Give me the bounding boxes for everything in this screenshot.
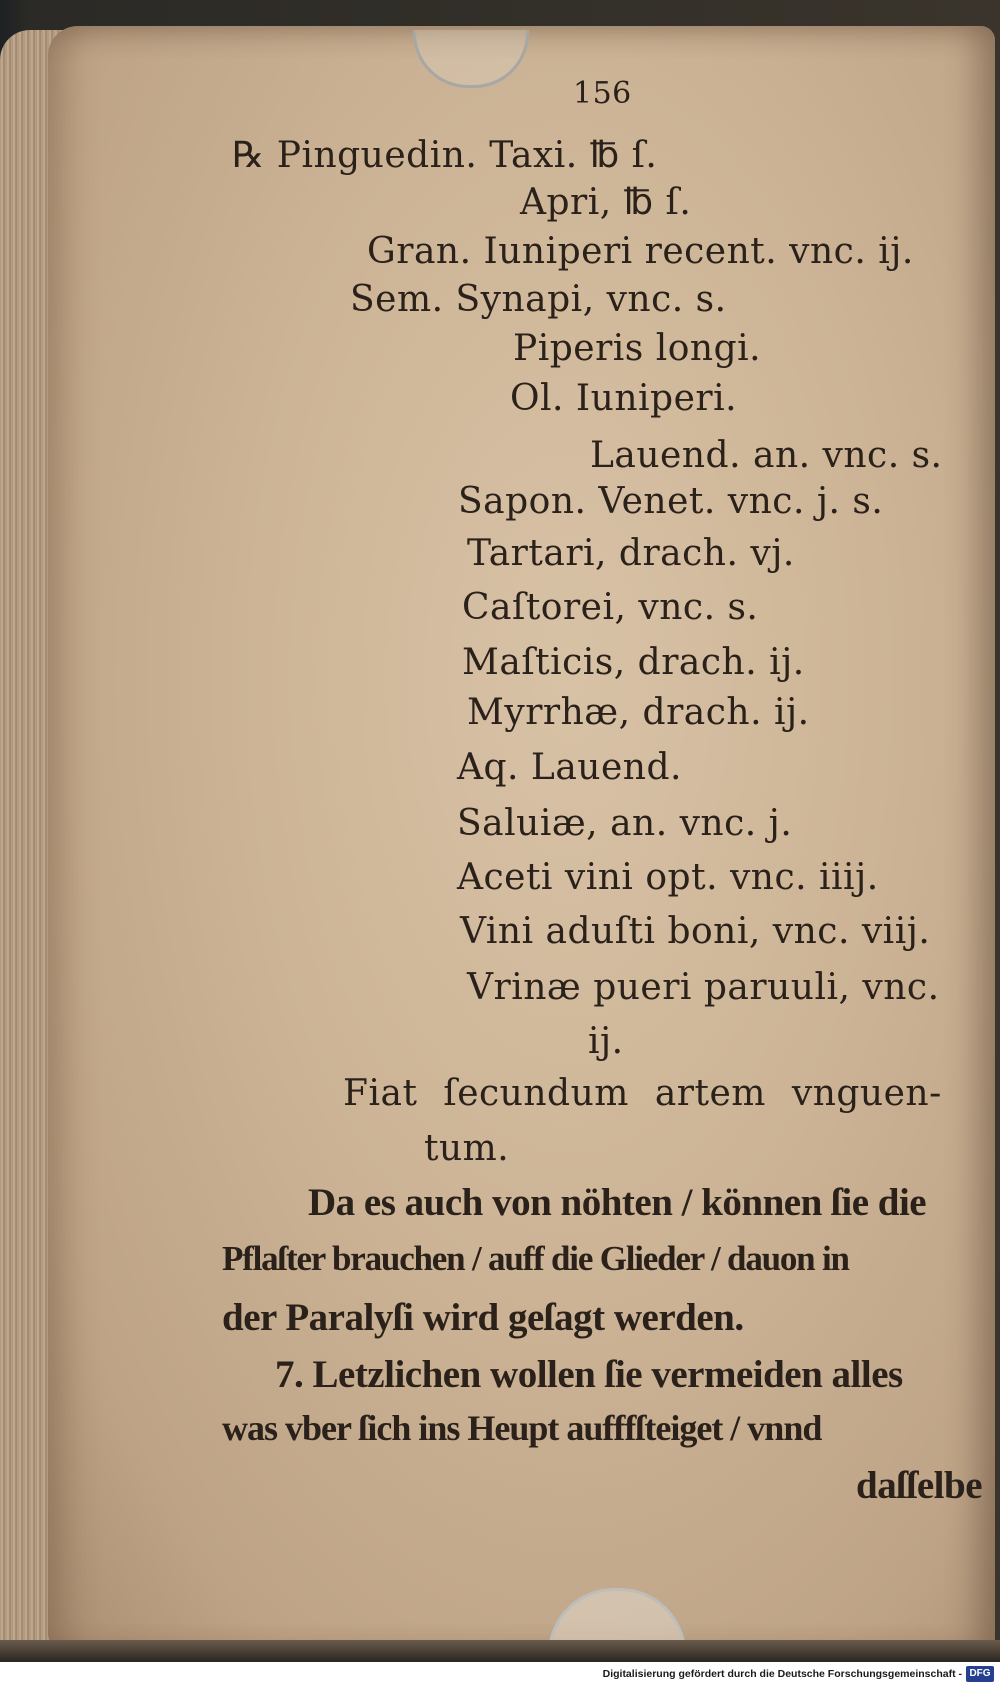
text-line: tum.	[424, 1128, 510, 1169]
text-line: Maſticis, drach. ij.	[462, 642, 805, 683]
text-line: Tartari, drach. vj.	[467, 533, 795, 574]
dfg-logo: DFG	[966, 1666, 994, 1682]
text-line: 7. Letzlichen wollen ſie vermeiden alles	[275, 1353, 903, 1396]
text-line: Da es auch von nöhten / können ſie die	[308, 1181, 927, 1224]
text-line: Aceti vini opt. vnc. iiij.	[457, 857, 879, 898]
text-line: Lauend. an. vnc. s.	[590, 435, 943, 476]
text-line: ij.	[588, 1021, 624, 1062]
text-line: Fiat ſecundum artem vnguen-	[343, 1073, 942, 1114]
text-line: Ol. Iuniperi.	[510, 378, 738, 419]
text-line: Vini aduſti boni, vnc. viij.	[460, 911, 931, 952]
page-number: 156	[573, 76, 632, 111]
text-line: Vrinæ pueri paruuli, vnc.	[467, 967, 940, 1008]
text-line: ℞ Pinguedin. Taxi. ℔ ſ.	[232, 135, 658, 176]
text-line: Gran. Iuniperi recent. vnc. ij.	[367, 231, 914, 272]
footer-bar	[0, 1662, 1000, 1687]
text-line: Saluiæ, an. vnc. j.	[457, 803, 793, 844]
text-line: der Paralyſi wird geſagt werden.	[222, 1296, 744, 1339]
text-line: was vber ſich ins Heupt aufffſteiget / vnnd	[222, 1408, 822, 1448]
text-line: Piperis longi.	[513, 328, 762, 369]
book-bottom-edge	[0, 1640, 1000, 1662]
text-line: Apri, ℔ ſ.	[520, 182, 692, 223]
text-line: Aq. Lauend.	[457, 747, 682, 788]
catchword: daſſelbe	[856, 1464, 983, 1507]
text-line: Sapon. Venet. vnc. j. s.	[458, 481, 884, 522]
text-line: Sem. Synapi, vnc. s.	[350, 279, 727, 320]
text-line: Caſtorei, vnc. s.	[462, 587, 759, 628]
text-line: Myrrhæ, drach. ij.	[467, 692, 810, 733]
text-line: Pflaſter brauchen / auff die Glieder / dauon in	[222, 1239, 849, 1278]
footer-credit: Digitalisierung gefördert durch die Deutsche Forschungsgemeinschaft -	[602, 1668, 962, 1680]
